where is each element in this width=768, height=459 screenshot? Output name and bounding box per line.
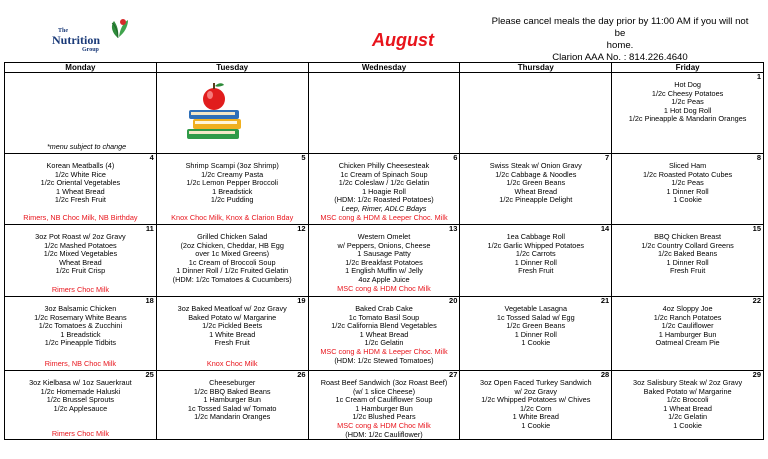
day-cell-19 xyxy=(156,297,308,371)
menu-item: Sliced Ham xyxy=(668,161,707,170)
menu-item: 1/2c Tomatoes & Zucchini xyxy=(38,321,123,331)
menu-items xyxy=(157,371,308,422)
header-monday: Monday xyxy=(5,63,157,73)
day-cell-14 xyxy=(460,225,612,297)
logo-group: Group xyxy=(82,47,99,53)
menu-item: 1/2c Cauliflower xyxy=(661,321,714,331)
menu-item: 1 Cookie xyxy=(521,338,551,348)
menu-items xyxy=(612,371,763,431)
menu-items xyxy=(612,73,763,124)
day-cell-empty-wednesday xyxy=(308,73,460,154)
menu-item: 1/2c Gelatin xyxy=(668,412,708,422)
day-number: 18 xyxy=(145,296,154,305)
menu-item: 1 Breadstick xyxy=(212,186,253,196)
menu-item: 1/2c Oriental Vegetables xyxy=(40,178,121,188)
menu-items xyxy=(460,225,611,276)
menu-item: (2oz Chicken, Cheddar, HB Egg xyxy=(180,240,284,250)
birthday-note: Leep, Rimer, ADLC Bdays xyxy=(341,203,427,213)
day-number: 4 xyxy=(149,153,154,162)
menu-item: 1 Hamburger Bun xyxy=(658,329,717,339)
menu-item: 1/2c Homemade Haluski xyxy=(40,386,121,396)
menu-item: 1 Cookie xyxy=(673,420,702,430)
menu-item: Fresh Fruit xyxy=(669,266,706,276)
day-cell-21 xyxy=(460,297,612,371)
notice-line-2: home. xyxy=(606,40,634,51)
menu-item: 4oz Sloppy Joe xyxy=(662,304,713,313)
menu-item: Cheeseburger xyxy=(209,378,256,387)
menu-item: 1/2c Pudding xyxy=(210,195,254,205)
day-cell-4 xyxy=(5,154,157,225)
menu-item: 3oz Pot Roast w/ 2oz Gravy xyxy=(35,232,126,241)
month-title: August xyxy=(372,30,434,50)
menu-item: Baked Crab Cake xyxy=(355,304,413,313)
menu-item: 1 White Bread xyxy=(512,412,559,422)
week-row-2 xyxy=(5,154,764,225)
day-number: 28 xyxy=(600,370,610,379)
menu-item: 1 Dinner Roll xyxy=(514,257,557,267)
day-number: 8 xyxy=(756,153,761,162)
menu-item: 1 Wheat Bread xyxy=(663,403,712,413)
menu-item: Fresh Fruit xyxy=(518,266,554,276)
day-number: 29 xyxy=(752,370,761,379)
menu-item: Swiss Steak w/ Onion Gravy xyxy=(489,161,582,170)
menu-note: *menu subject to change xyxy=(47,142,127,152)
menu-item: 1 Wheat Bread xyxy=(359,329,409,339)
day-cell-26 xyxy=(156,371,308,440)
menu-items xyxy=(612,154,763,205)
menu-item: Roast Beef Sandwich (3oz Roast Beef) xyxy=(320,378,448,387)
menu-items xyxy=(612,225,763,276)
menu-item: 1/2c Corn xyxy=(519,403,552,413)
milk-birthday-note: Knox Choc Milk, Knox & Clarion Bday xyxy=(171,213,294,223)
menu-item: 1/2c Carrots xyxy=(515,249,556,259)
menu-item: w/ Peppers, Onions, Cheese xyxy=(337,240,431,250)
menu-item: 3oz Baked Meatloaf w/ 2oz Gravy xyxy=(177,304,287,313)
day-number: 27 xyxy=(449,370,458,379)
menu-item: 1 Cookie xyxy=(521,420,551,430)
day-cell-12 xyxy=(156,225,308,297)
menu-item: 1/2c Ranch Potatoes xyxy=(653,312,722,322)
menu-item: Wheat Bread xyxy=(59,257,102,267)
week-row-4 xyxy=(5,297,764,371)
menu-item: 1 Dinner Roll xyxy=(514,329,557,339)
menu-items xyxy=(157,154,308,205)
menu-item: 1c Cream of Spinach Soup xyxy=(340,169,428,179)
milk-birthday-note: Rimers, NB Choc Milk, NB Birthday xyxy=(23,213,138,223)
menu-item: 1/2c Mashed Potatoes xyxy=(44,240,117,250)
menu-item: 1/2c Applesauce xyxy=(53,403,108,413)
menu-calendar xyxy=(4,62,764,440)
menu-item: 1 English Muffin w/ Jelly xyxy=(345,266,423,276)
day-number: 25 xyxy=(145,370,154,379)
day-cell-8 xyxy=(612,154,764,225)
day-cell-13 xyxy=(308,225,460,297)
day-cell-6 xyxy=(308,154,460,225)
milk-note: MSC cong & HDM & Leeper Choc. Milk xyxy=(320,346,448,356)
menu-item: 1 Dinner Roll xyxy=(666,257,709,267)
logo-leaf-icon xyxy=(108,17,130,39)
logo-name: Nutrition xyxy=(52,33,100,47)
menu-item: 1/2c Breakfast Potatoes xyxy=(345,257,423,267)
menu-item: 1/2c California Blend Vegetables xyxy=(331,321,437,331)
milk-birthday-note: Rimers Choc Milk xyxy=(51,428,109,438)
menu-item: 1/2c Rosemary White Beans xyxy=(34,312,127,322)
day-number: 26 xyxy=(297,370,306,379)
menu-item: 1 White Bread xyxy=(209,329,256,339)
menu-item: 1 Dinner Roll / 1/2c Fruited Gelatin xyxy=(176,266,289,276)
menu-item: 1/2c Brussel Sprouts xyxy=(46,395,115,405)
menu-items xyxy=(5,297,156,348)
menu-items xyxy=(5,371,156,413)
day-cell-1 xyxy=(612,73,764,154)
menu-items xyxy=(5,225,156,276)
menu-item: Fresh Fruit xyxy=(214,338,250,348)
day-number: 6 xyxy=(453,153,458,162)
apple-books-icon xyxy=(181,79,247,147)
menu-item: 1/2c Pineapple Delight xyxy=(499,195,573,205)
menu-item: 1/2c Fresh Fruit xyxy=(54,195,106,205)
day-number: 21 xyxy=(600,296,610,305)
day-cell-25 xyxy=(5,371,157,440)
menu-item: Shrimp Scampi (3oz Shrimp) xyxy=(185,161,279,170)
menu-item: 1/2c Coleslaw / 1/2c Gelatin xyxy=(338,178,430,188)
menu-item: 1 Cookie xyxy=(673,195,702,205)
menu-items xyxy=(309,297,460,365)
menu-items xyxy=(157,225,308,285)
menu-item: Grilled Chicken Salad xyxy=(197,232,268,241)
menu-item: 1 Hamburger Bun xyxy=(355,403,413,413)
menu-item: 1/2c Pineapple & Mandarin Oranges xyxy=(628,114,747,124)
menu-items xyxy=(309,154,460,214)
header xyxy=(0,0,768,62)
menu-item: 1/2c BBQ Baked Beans xyxy=(193,386,271,396)
menu-item: Chicken Philly Cheesesteak xyxy=(338,161,430,170)
day-number: 15 xyxy=(752,224,761,233)
menu-item: 1/2c Fruit Crisp xyxy=(55,266,106,276)
day-number: 5 xyxy=(301,153,306,162)
milk-note: MSC cong & HDM Choc Milk xyxy=(337,283,431,293)
menu-item: 1/2c Green Beans xyxy=(506,321,566,331)
menu-items xyxy=(460,297,611,348)
menu-item: 1 Dinner Roll xyxy=(666,186,709,196)
day-cell-empty-thursday xyxy=(460,73,612,154)
menu-item: 1 Hoagie Roll xyxy=(362,186,406,196)
notice-line-3: Clarion AAA No. : 814.226.4640 xyxy=(552,52,688,63)
menu-items xyxy=(309,371,460,439)
menu-items xyxy=(460,154,611,205)
menu-item: (HDM: 1/2c Tomatoes & Cucumbers) xyxy=(172,274,292,284)
menu-item: 1/2c Green Beans xyxy=(506,178,566,188)
menu-item: 1/2c Lemon Pepper Broccoli xyxy=(186,178,279,188)
menu-item: 1c Cream of Broccoli Soup xyxy=(188,257,276,267)
day-cell-empty-tuesday xyxy=(156,73,308,154)
milk-birthday-note: Rimers, NB Choc Milk xyxy=(44,359,117,369)
menu-item: Korean Meatballs (4) xyxy=(46,161,115,170)
menu-item: Western Omelet xyxy=(357,232,411,241)
menu-items xyxy=(5,154,156,205)
menu-items xyxy=(460,371,611,431)
menu-item: 1 Wheat Bread xyxy=(56,186,105,196)
menu-item: 1/2c Creamy Pasta xyxy=(201,169,264,179)
weekday-header-row xyxy=(5,63,764,73)
day-cell-22 xyxy=(612,297,764,371)
milk-birthday-note: Rimers Choc Milk xyxy=(51,285,109,295)
menu-item: 1/2c Blushed Pears xyxy=(352,412,416,422)
menu-item: 1/2c Whipped Potatoes w/ Chives xyxy=(481,395,591,405)
day-number: 12 xyxy=(297,224,306,233)
day-cell-5 xyxy=(156,154,308,225)
week-row-1 xyxy=(5,73,764,154)
menu-items xyxy=(612,297,763,348)
menu-item: 1/2c Baked Beans xyxy=(657,249,718,259)
day-cell-29 xyxy=(612,371,764,440)
menu-item: 3oz Open Faced Turkey Sandwich xyxy=(480,378,592,387)
day-cell-28 xyxy=(460,371,612,440)
menu-item: 3oz Salisbury Steak w/ 2oz Gravy xyxy=(633,378,743,387)
menu-item: Hot Dog xyxy=(674,80,701,89)
day-number: 14 xyxy=(600,224,610,233)
menu-item: over 1c Mixed Greens) xyxy=(195,249,270,259)
logo-the: The xyxy=(58,28,69,34)
menu-item: 1/2c Mixed Vegetables xyxy=(43,249,118,259)
menu-item: 1 Hamburger Bun xyxy=(203,395,261,405)
day-number: 7 xyxy=(605,153,610,162)
menu-item: 1/2c Cabbage & Noodles xyxy=(495,169,577,179)
day-number: 20 xyxy=(449,296,458,305)
day-cell-18 xyxy=(5,297,157,371)
menu-item: Wheat Bread xyxy=(514,186,558,196)
day-number: 19 xyxy=(297,296,306,305)
day-cell-15 xyxy=(612,225,764,297)
menu-item: Vegetable Lasagna xyxy=(504,304,568,313)
menu-items xyxy=(309,225,460,293)
menu-item: 1/2c Mandarin Oranges xyxy=(194,412,271,422)
milk-birthday-note: MSC cong & HDM & Leeper Choc. Milk xyxy=(320,213,448,223)
menu-item: 1/2c Country Collard Greens xyxy=(641,240,734,250)
header-friday: Friday xyxy=(612,63,764,73)
menu-item: 1c Tossed Salad w/ Tomato xyxy=(187,403,277,413)
menu-item: 3oz Kielbasa w/ 1oz Sauerkraut xyxy=(29,378,132,387)
day-cell-27 xyxy=(308,371,460,440)
day-number: 1 xyxy=(756,72,761,81)
menu-item: 1c Tossed Salad w/ Egg xyxy=(496,312,575,322)
menu-item: 1/2c Cheesy Potatoes xyxy=(651,88,724,98)
milk-note: MSC cong & HDM Choc Milk xyxy=(337,420,431,430)
menu-item: 3oz Balsamic Chicken xyxy=(44,304,117,313)
menu-item: Oatmeal Cream Pie xyxy=(655,338,720,348)
header-thursday: Thursday xyxy=(460,63,612,73)
hdm-note: (HDM: 1/2c Stewed Tomatoes) xyxy=(334,355,434,365)
menu-item: 1 Breadstick xyxy=(60,329,101,339)
menu-item: 1c Cream of Cauliflower Soup xyxy=(335,395,433,405)
cancel-notice xyxy=(486,16,754,64)
hdm-note: (HDM: 1/2c Cauliflower) xyxy=(345,429,423,439)
menu-item: Baked Potato w/ Margarine xyxy=(643,386,732,396)
week-row-5 xyxy=(5,371,764,440)
menu-item: 1/2c Peas xyxy=(671,178,704,188)
menu-item: 1/2c Garlic Whipped Potatoes xyxy=(487,240,585,250)
menu-item: 1/2c Gelatin xyxy=(364,338,404,348)
menu-item: w/ 2oz Gravy xyxy=(514,386,558,396)
day-cell-11 xyxy=(5,225,157,297)
menu-item: BBQ Chicken Breast xyxy=(654,232,722,241)
menu-item: (w/ 1 slice Cheese) xyxy=(352,386,416,396)
day-number: 13 xyxy=(449,224,458,233)
day-cell-20 xyxy=(308,297,460,371)
menu-item: 1/2c Pickled Beets xyxy=(202,321,263,331)
day-number: 11 xyxy=(145,224,154,233)
week-row-3 xyxy=(5,225,764,297)
menu-item: 1c Tomato Basil Soup xyxy=(348,312,420,322)
header-wednesday: Wednesday xyxy=(308,63,460,73)
menu-item: 1 Sausage Patty xyxy=(357,249,411,259)
menu-item: 1/2c White Rice xyxy=(54,169,106,179)
day-number: 22 xyxy=(752,296,761,305)
header-tuesday: Tuesday xyxy=(156,63,308,73)
menu-item: 1/2c Peas xyxy=(671,97,704,107)
milk-birthday-note: Knox Choc Milk xyxy=(206,359,258,369)
nutrition-group-logo xyxy=(52,17,132,53)
menu-item: Baked Potato w/ Margarine xyxy=(188,312,277,322)
day-cell-empty-monday xyxy=(5,73,157,154)
menu-items xyxy=(157,297,308,348)
menu-item: 1/2c Pineapple Tidbits xyxy=(44,338,117,348)
menu-item: 1ea Cabbage Roll xyxy=(506,232,565,241)
notice-line-1: Please cancel meals the day prior by 11:00 AM if you will not be xyxy=(491,16,749,39)
menu-item: (HDM: 1/2c Roasted Potatoes) xyxy=(334,195,434,205)
menu-item: 1 Hot Dog Roll xyxy=(663,105,712,115)
menu-item: 4oz Apple Juice xyxy=(358,274,410,284)
menu-item: 1/2c Broccoli xyxy=(666,395,709,405)
menu-item: 1/2c Roasted Potato Cubes xyxy=(642,169,733,179)
day-cell-7 xyxy=(460,154,612,225)
